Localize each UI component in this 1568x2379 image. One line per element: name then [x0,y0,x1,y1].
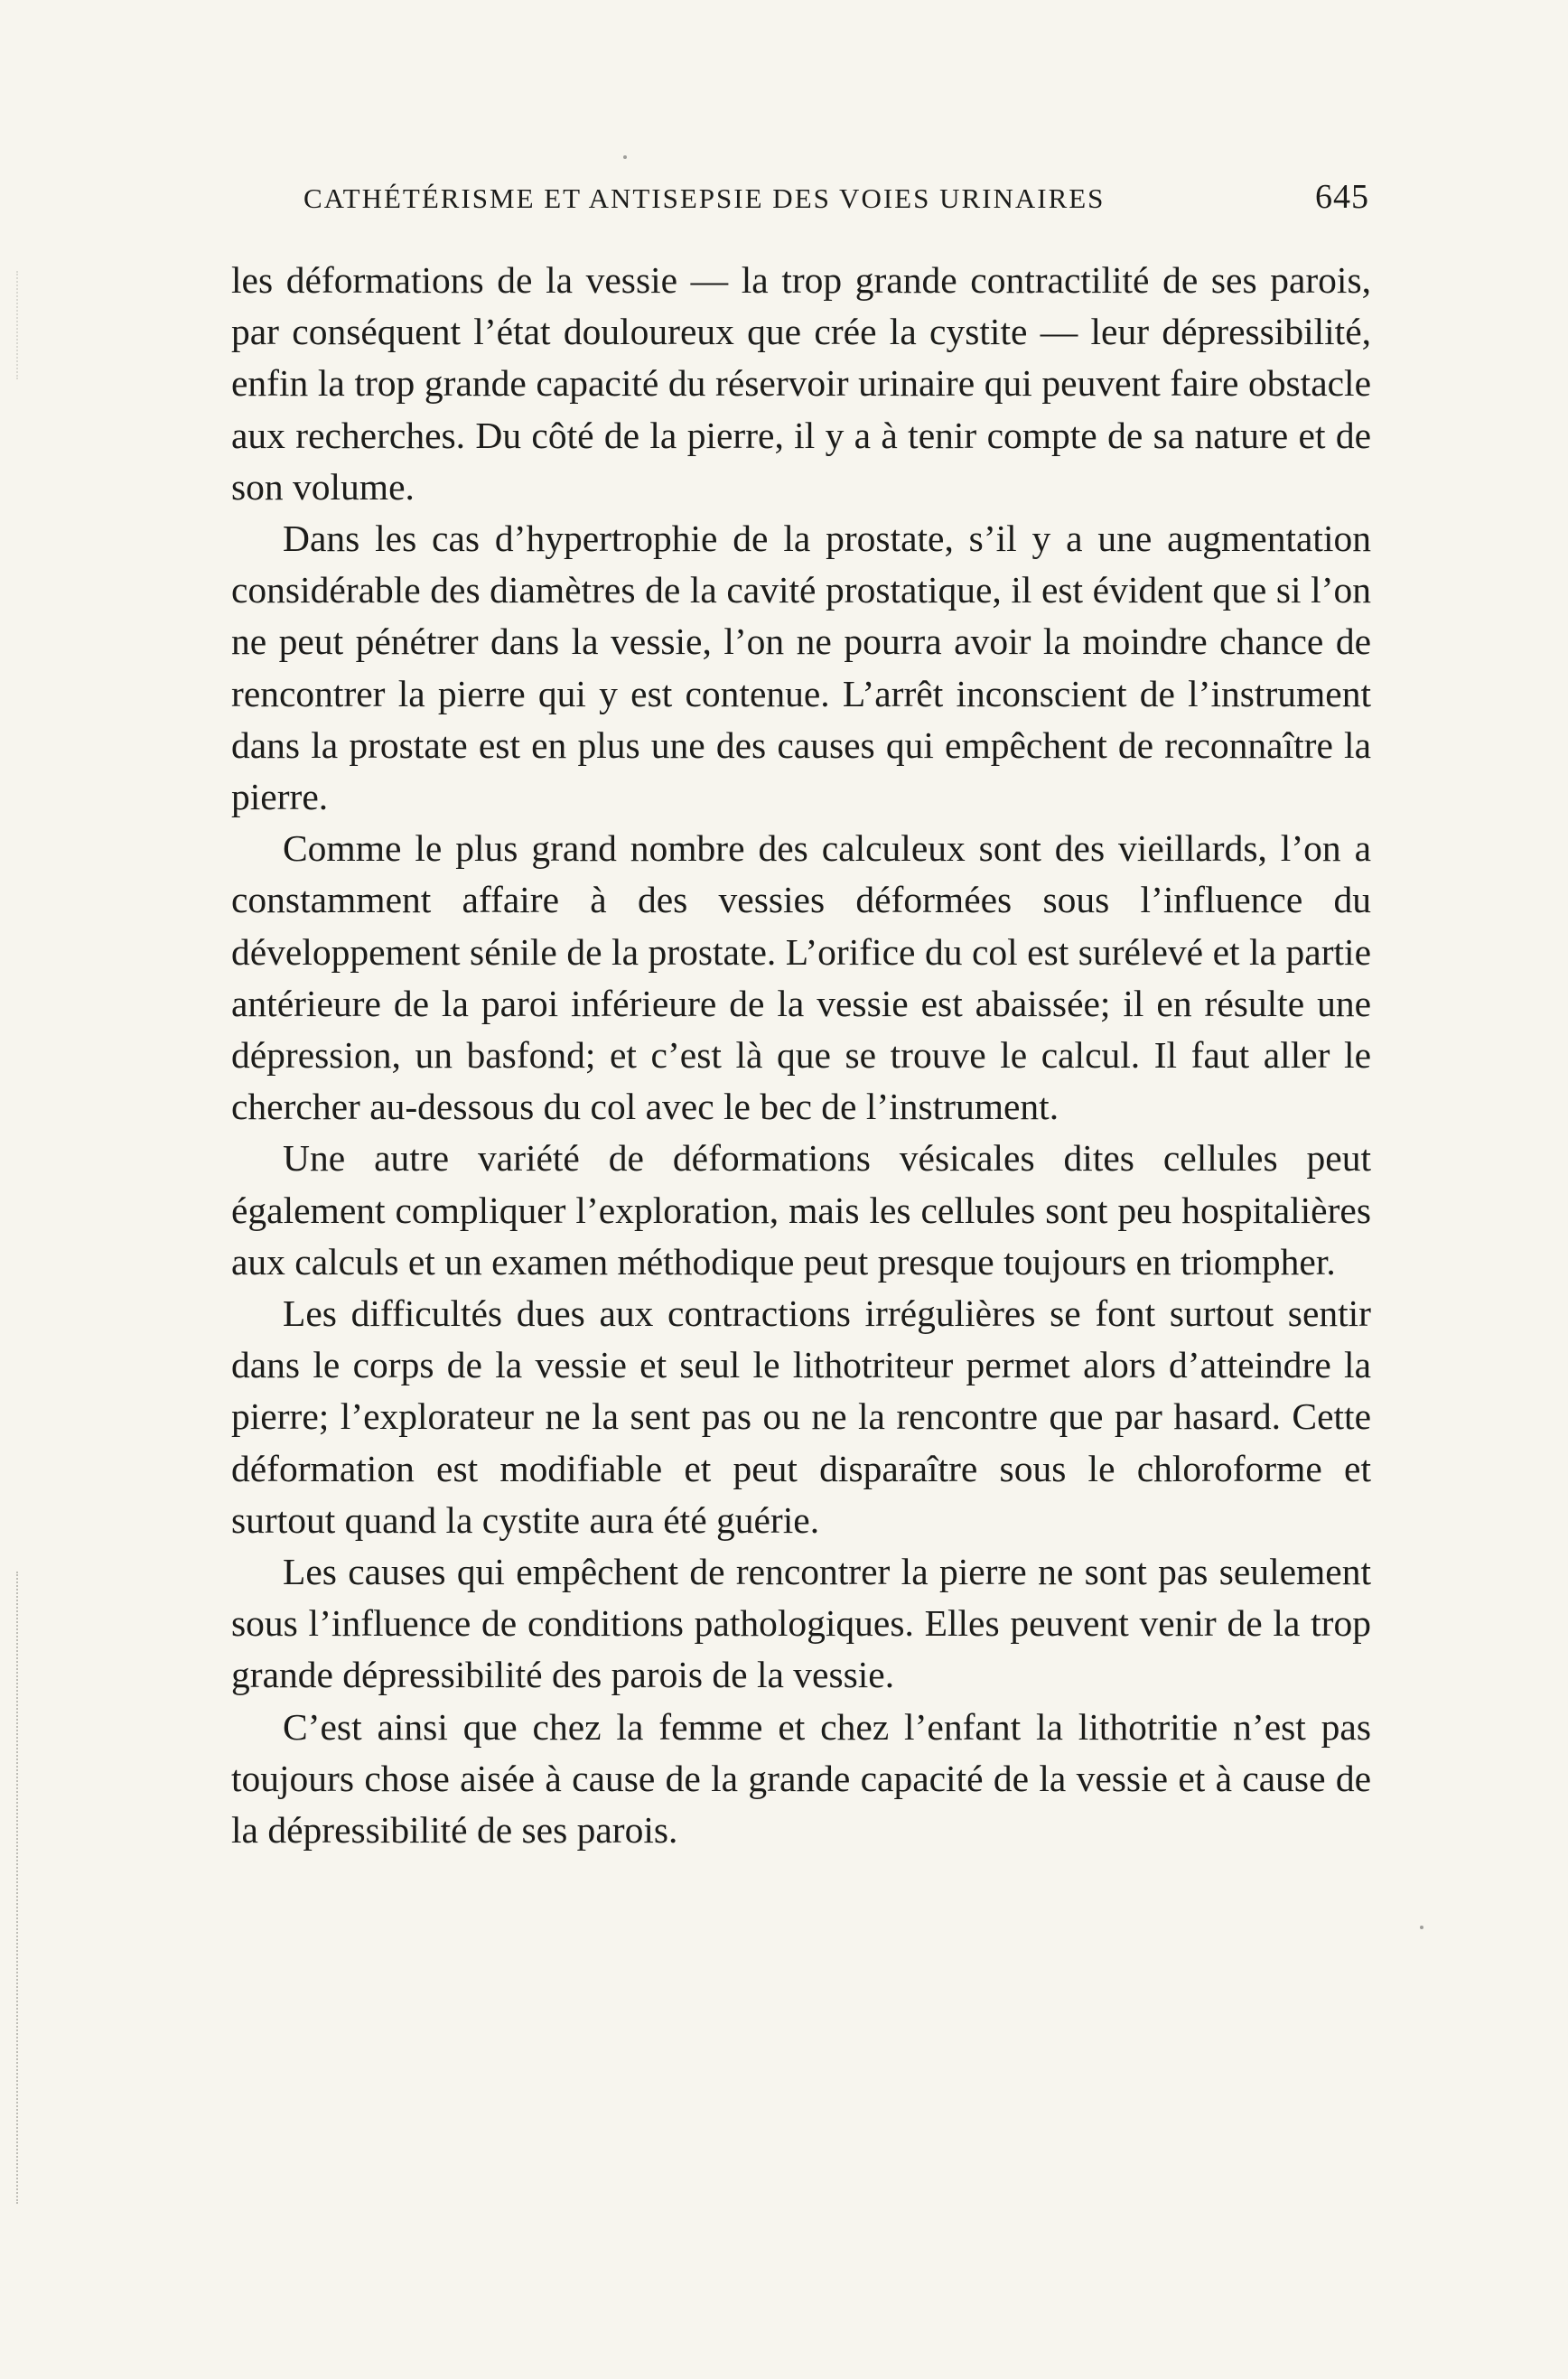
paragraph: les déformations de la vessie — la trop grande contractilité de ses parois, par conséquent l’état douloureux que crée la cystite — leur dépressibilité, enfin la trop grande capacité du réservoir urinaire qui peuvent faire obstacle aux recherches. Du côté de la pierre, il y a à tenir compte de sa nature et de son volume. [231,259,1371,508]
running-title: CATHÉTÉRISME ET ANTISEPSIE DES VOIES URINAIRES [303,182,1106,214]
paragraph: Une autre variété de déformations vésicales dites cellules peut également compliquer l’exploration, mais les cellules sont peu hospitalières aux calculs et un examen méthodique peut presque toujours en triompher. [231,1137,1371,1283]
paragraph: Dans les cas d’hypertrophie de la prostate, s’il y a une augmentation considérable des diamètres de la cavité prostatique, il est évident que si l’on ne peut pénétrer dans la vessie, l’on ne pourra avoir la moindre chance de rencontrer la pierre qui y est contenue. L’arrêt inconscient de l’instrument dans la prostate est en plus une des causes qui empêchent de reconnaître la pierre. [231,518,1371,818]
paragraph: Les causes qui empêchent de rencontrer la pierre ne sont pas seulement sous l’influence de conditions pathologiques. Elles peuvent venir de la trop grande dépressibilité des parois de la vessie. [231,1551,1371,1696]
paragraph: Les difficultés dues aux contractions irrégulières se font surtout sentir dans le corps de la vessie et seul le lithotriteur permet alors d’atteindre la pierre; l’explorateur ne la sent pas ou ne la rencontre que par hasard. Cette déformation est modifiable et peut disparaître sous le chloroforme et surtout quand la cystite aura été guérie. [231,1292,1371,1541]
body-text [231,255,1371,1856]
ink-speck [1420,1926,1423,1929]
paragraph: Comme le plus grand nombre des calculeux sont des vieillards, l’on a constamment affaire à des vessies déformées sous l’influence du développement sénile de la prostate. L’orifice du col est surélevé et la partie antérieure de la paroi inférieure de la vessie est abaissée; il en résulte une dépression, un basfond; et c’est là que se trouve le calcul. Il faut aller le chercher au-dessous du col avec le bec de l’instrument. [231,827,1371,1128]
margin-scan-artifact [16,1572,38,2204]
margin-scan-artifact [16,271,38,379]
ink-speck [623,155,627,159]
paragraph: C’est ainsi que chez la femme et chez l’enfant la lithotritie n’est pas toujours chose aisée à cause de la grande capacité de la vessie et à cause de la dépressibilité de ses parois. [231,1705,1371,1852]
running-head [303,177,1369,217]
page-number: 645 [1315,178,1369,216]
